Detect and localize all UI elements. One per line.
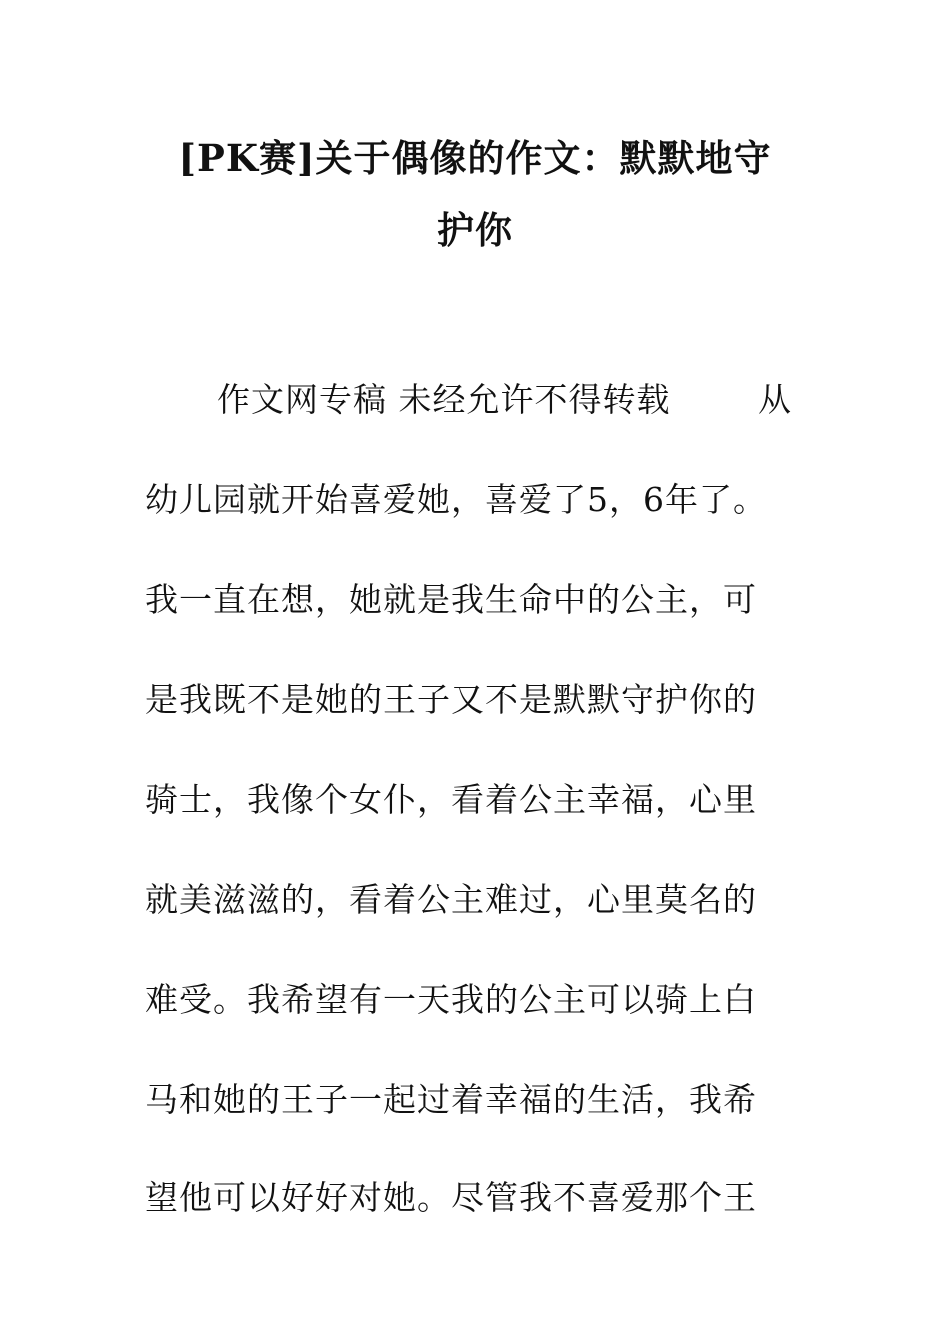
body-line-4: 骑士，我像个女仆，看着公主幸福，心里 (145, 780, 757, 819)
title-line-1: [PK赛]关于偶像的作文：默默地守 (178, 136, 772, 180)
body-line-6: 难受。我希望有一天我的公主可以骑上白 (145, 980, 757, 1019)
title-line-2: 护你 (437, 208, 513, 252)
body-line-2: 我一直在想，她就是我生命中的公主，可 (145, 580, 757, 619)
body-line-1: 幼儿园就开始喜爱她，喜爱了5，6年了。 (145, 480, 767, 519)
body-line-7: 马和她的王子一起过着幸福的生活，我希 (145, 1080, 757, 1119)
body-line-8: 望他可以好好对她。尽管我不喜爱那个王 (145, 1178, 757, 1217)
article-title (140, 122, 810, 266)
paragraph-first-char: 从 (758, 380, 792, 419)
source-note: 作文网专稿 未经允许不得转载 (217, 380, 671, 419)
body-line-5: 就美滋滋的，看着公主难过，心里莫名的 (145, 880, 757, 919)
body-line-3: 是我既不是她的王子又不是默默守护你的 (145, 680, 757, 719)
